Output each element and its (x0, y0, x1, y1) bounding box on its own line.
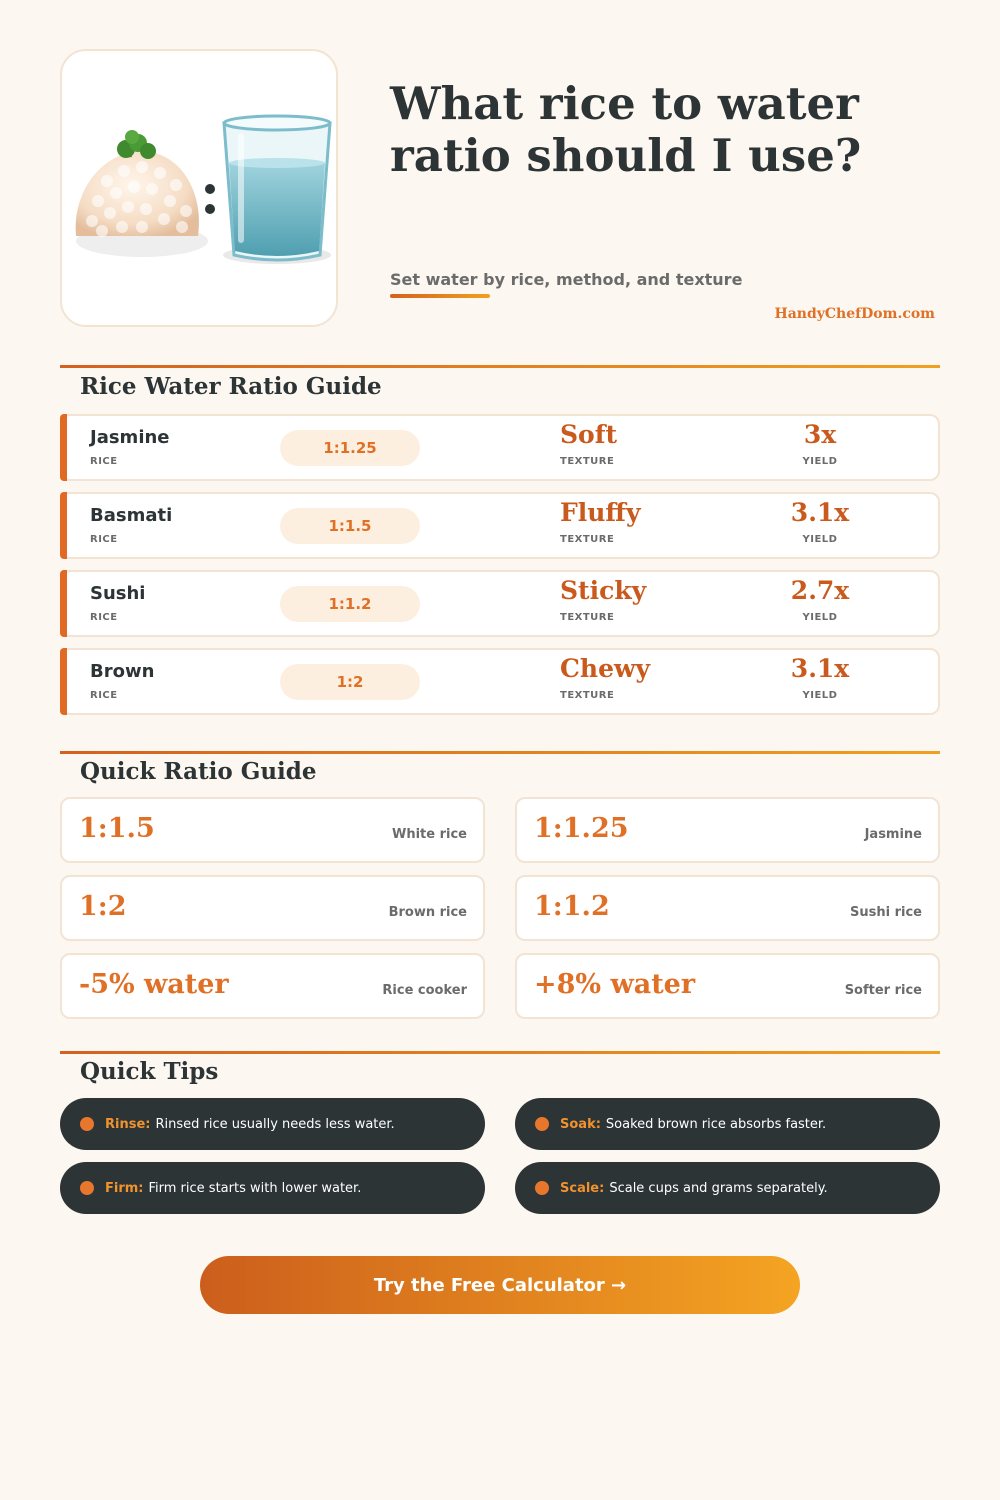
bullet-dot-icon (535, 1117, 549, 1131)
rice-name: Sushi (90, 583, 146, 604)
quick-ratio-value: 1:1.2 (534, 891, 610, 922)
texture-label: TEXTURE (560, 534, 615, 545)
rice-mound-icon (76, 151, 208, 257)
free-calculator-button[interactable]: Try the Free Calculator → (200, 1256, 800, 1314)
quick-ratio-value: -5% water (79, 969, 229, 1000)
section-title-quick-tips: Quick Tips (80, 1058, 219, 1085)
quick-ratio-value: 1:1.25 (534, 813, 629, 844)
tip-text: Soaked brown rice absorbs faster. (605, 1116, 827, 1132)
tip-item (515, 1098, 940, 1150)
texture-value: Fluffy (560, 498, 641, 527)
rice-name: Brown (90, 661, 155, 682)
quick-ratio-label: Rice cooker (382, 983, 467, 998)
yield-label: YIELD (802, 534, 838, 545)
texture-label: TEXTURE (560, 690, 615, 701)
quick-ratio-card (60, 875, 485, 941)
quick-ratio-label: Brown rice (388, 905, 467, 920)
tip-key: Scale: (560, 1180, 605, 1196)
subtitle-underline (390, 294, 490, 298)
yield-label: YIELD (802, 690, 838, 701)
quick-ratio-label: Softer rice (844, 983, 922, 998)
row-accent-bar (60, 492, 67, 559)
rice-type-label: RICE (90, 534, 118, 545)
ratio-row-jasmine (60, 414, 940, 481)
tip-key: Soak: (560, 1116, 601, 1132)
bullet-dot-icon (80, 1117, 94, 1131)
hero-illustration-card (60, 49, 338, 327)
texture-label: TEXTURE (560, 456, 615, 467)
tip-text: Firm rice starts with lower water. (148, 1180, 362, 1196)
yield-label: YIELD (802, 456, 838, 467)
quick-ratio-label: Jasmine (864, 827, 922, 842)
rice-water-illustration (62, 51, 340, 329)
ratio-pill: 1:1.25 (280, 430, 420, 466)
row-accent-bar (60, 570, 67, 637)
section-divider (60, 751, 940, 754)
ratio-pill: 1:1.5 (280, 508, 420, 544)
section-divider (60, 365, 940, 368)
ratio-row-sushi (60, 570, 940, 637)
quick-ratio-label: White rice (392, 827, 467, 842)
quick-ratio-label: Sushi rice (850, 905, 922, 920)
rice-type-label: RICE (90, 690, 118, 701)
rice-type-label: RICE (90, 612, 118, 623)
quick-ratio-card (60, 953, 485, 1019)
quick-ratio-value: +8% water (534, 969, 696, 1000)
page-subtitle: Set water by rice, method, and texture (390, 270, 743, 289)
ratio-colon-icon (205, 184, 215, 214)
quick-ratio-card (515, 797, 940, 863)
water-glass-icon (223, 116, 331, 264)
row-accent-bar (60, 414, 67, 481)
ratio-row-brown (60, 648, 940, 715)
page-title: What rice to water ratio should I use? (390, 77, 862, 182)
section-title-quick-ratio: Quick Ratio Guide (80, 758, 317, 785)
yield-value: 2.7x (790, 576, 850, 605)
row-accent-bar (60, 648, 67, 715)
section-title-ratio-guide: Rice Water Ratio Guide (80, 373, 382, 400)
yield-value: 3.1x (790, 654, 850, 683)
yield-label: YIELD (802, 612, 838, 623)
tip-item (60, 1162, 485, 1214)
ratio-row-basmati (60, 492, 940, 559)
yield-value: 3x (803, 420, 837, 449)
rice-name: Jasmine (90, 427, 170, 448)
tip-text: Rinsed rice usually needs less water. (155, 1116, 395, 1132)
ratio-pill: 1:2 (280, 664, 420, 700)
section-divider (60, 1051, 940, 1054)
texture-label: TEXTURE (560, 612, 615, 623)
bullet-dot-icon (535, 1181, 549, 1195)
brand-link[interactable]: HandyChefDom.com (774, 306, 935, 322)
texture-value: Sticky (560, 576, 647, 605)
tip-item (60, 1098, 485, 1150)
bullet-dot-icon (80, 1181, 94, 1195)
texture-value: Chewy (560, 654, 651, 683)
quick-ratio-value: 1:1.5 (79, 813, 155, 844)
rice-name: Basmati (90, 505, 173, 526)
tip-key: Rinse: (105, 1116, 151, 1132)
yield-value: 3.1x (790, 498, 850, 527)
quick-ratio-value: 1:2 (79, 891, 127, 922)
ratio-pill: 1:1.2 (280, 586, 420, 622)
rice-type-label: RICE (90, 456, 118, 467)
tip-text: Scale cups and grams separately. (609, 1180, 828, 1196)
tip-key: Firm: (105, 1180, 144, 1196)
texture-value: Soft (560, 420, 618, 449)
quick-ratio-card (60, 797, 485, 863)
quick-ratio-card (515, 875, 940, 941)
quick-ratio-card (515, 953, 940, 1019)
tip-item (515, 1162, 940, 1214)
